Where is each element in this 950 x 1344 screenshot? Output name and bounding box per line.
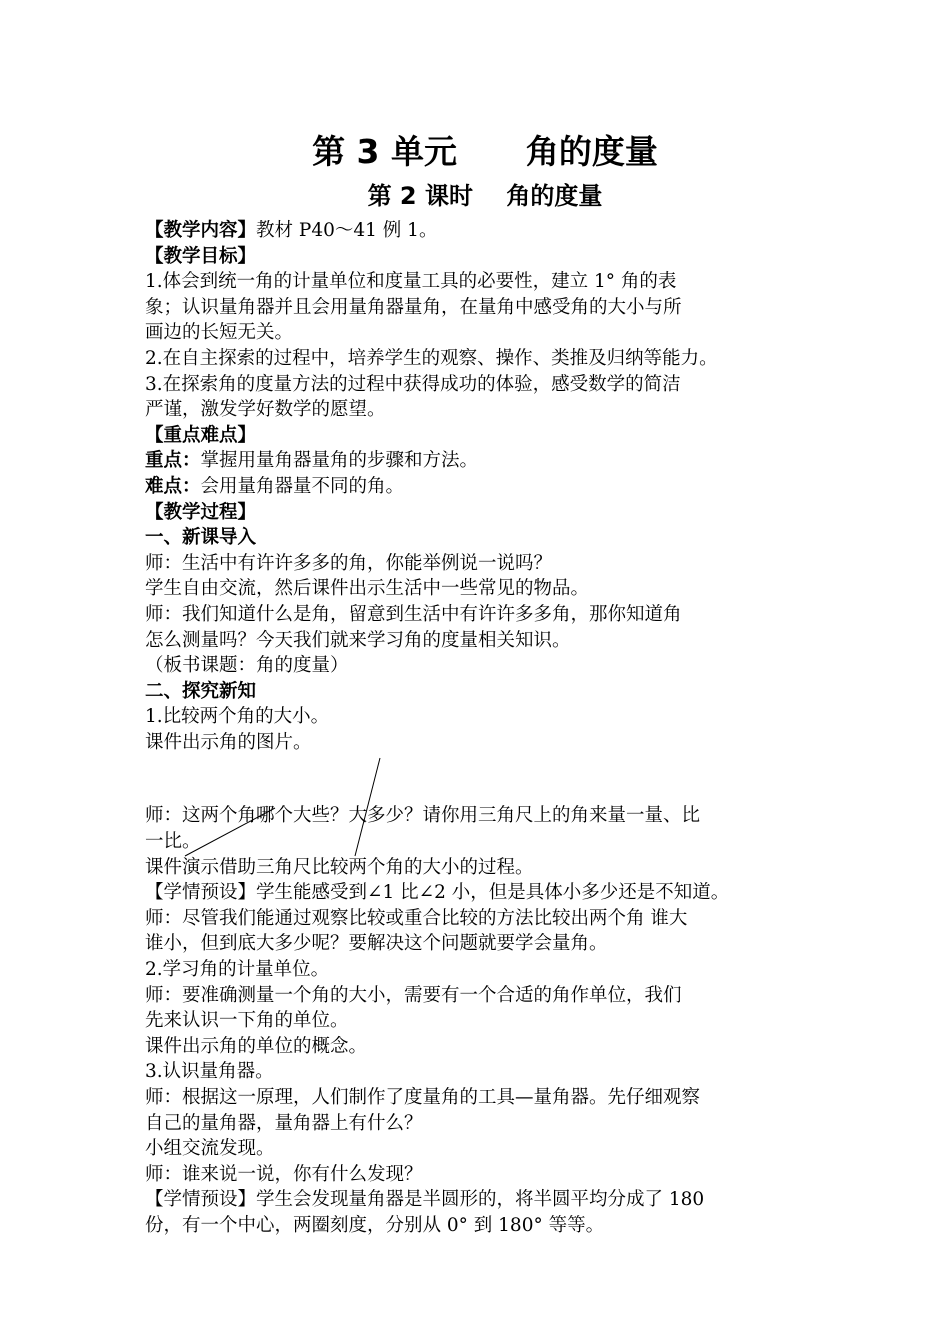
goal-line: 严谨，激发学好数学的愿望。 [145, 399, 386, 421]
lesson-document [145, 128, 825, 1239]
section1-line: 怎么测量吗？今天我们就来学习角的度量相关知识。 [145, 629, 571, 651]
process-heading: 【教学过程】 [145, 501, 257, 523]
section2-line: 【学情预设】学生会发现量角器是半圆形的，将半圆平均分成了 180 [145, 1189, 705, 1211]
section2-line: 3.认识量角器。 [145, 1061, 274, 1083]
difficult-point-label: 难点： [145, 475, 201, 497]
page-title: 第 3 单元 角的度量 [312, 132, 658, 171]
section2-line: 师：要准确测量一个角的大小，需要有一个合适的角作单位，我们 [145, 984, 682, 1006]
difficult-point-line [145, 474, 825, 500]
section2-line: 师：这两个角哪个大些？大多少？请你用三角尺上的角来量一量、比 [145, 805, 701, 827]
section2-line: 一比。 [145, 831, 201, 853]
section2-line: 课件出示角的图片。 [145, 731, 312, 753]
figure-gap [145, 755, 825, 803]
content-label: 【教学内容】 [145, 220, 257, 241]
section2-heading: 二、探究新知 [145, 680, 257, 702]
goal-line: 画边的长短无关。 [145, 322, 294, 344]
goal-line: 3.在探索角的度量方法的过程中获得成功的体验，感受数学的简洁 [145, 373, 681, 395]
section2-line: 师：根据这一原理，人们制作了度量角的工具—量角器。先仔细观察 [145, 1087, 701, 1108]
content-line [145, 218, 825, 244]
goal-line: 2.在自主探索的过程中，培养学生的观察、操作、类推及归纳等能力。 [145, 347, 718, 369]
section2-line: 小组交流发现。 [145, 1138, 275, 1160]
section2-line: 谁小，但到底大多少呢？要解决这个问题就要学会量角。 [145, 933, 608, 955]
section2-line: 师：谁来说一说，你有什么发现？ [145, 1163, 423, 1185]
content-text: 教材 P40～41 例 1。 [256, 220, 438, 241]
section2-line: 【学情预设】学生能感受到∠1 比∠2 小，但是具体小多少还是不知道。 [145, 882, 730, 904]
section1-line: （板书课题：角的度量） [145, 655, 349, 677]
section2-line: 自己的量角器，量角器上有什么？ [145, 1112, 423, 1134]
section2-line: 2.学习角的计量单位。 [145, 959, 330, 981]
section2-line: 师：尽管我们能通过观察比较或重合比较的方法比较出两个角 谁大 [145, 907, 688, 929]
key-heading: 【重点难点】 [145, 424, 257, 446]
section2-line: 课件演示借助三角尺比较两个角的大小的过程。 [145, 856, 534, 878]
page-subtitle: 第 2 课时 角的度量 [367, 182, 603, 210]
section2-line: 份，有一个中心，两圈刻度，分别从 0° 到 180° 等等。 [145, 1214, 605, 1236]
section1-heading: 一、新课导入 [145, 527, 257, 549]
key-point-label: 重点： [145, 450, 201, 472]
key-point-text: 掌握用量角器量角的步骤和方法。 [200, 450, 479, 472]
section2-line: 先来认识一下角的单位。 [145, 1010, 349, 1032]
section1-line: 师：生活中有许许多多的角，你能举例说一说吗？ [145, 552, 553, 574]
goals-heading: 【教学目标】 [145, 245, 257, 267]
goal-line: 1.体会到统一角的计量单位和度量工具的必要性，建立 1° 角的表 [145, 271, 677, 293]
difficult-point-text: 会用量角器量不同的角。 [200, 475, 405, 497]
section2-line: 1.比较两个角的大小。 [145, 706, 330, 728]
goal-line: 象；认识量角器并且会用量角器量角，在量角中感受角的大小与所 [145, 296, 682, 318]
key-point-line [145, 448, 825, 474]
section1-line: 师：我们知道什么是角，留意到生活中有许许多多角，那你知道角 [145, 603, 682, 625]
section2-line: 课件出示角的单位的概念。 [145, 1035, 368, 1057]
section1-line: 学生自由交流，然后课件出示生活中一些常见的物品。 [145, 578, 590, 600]
